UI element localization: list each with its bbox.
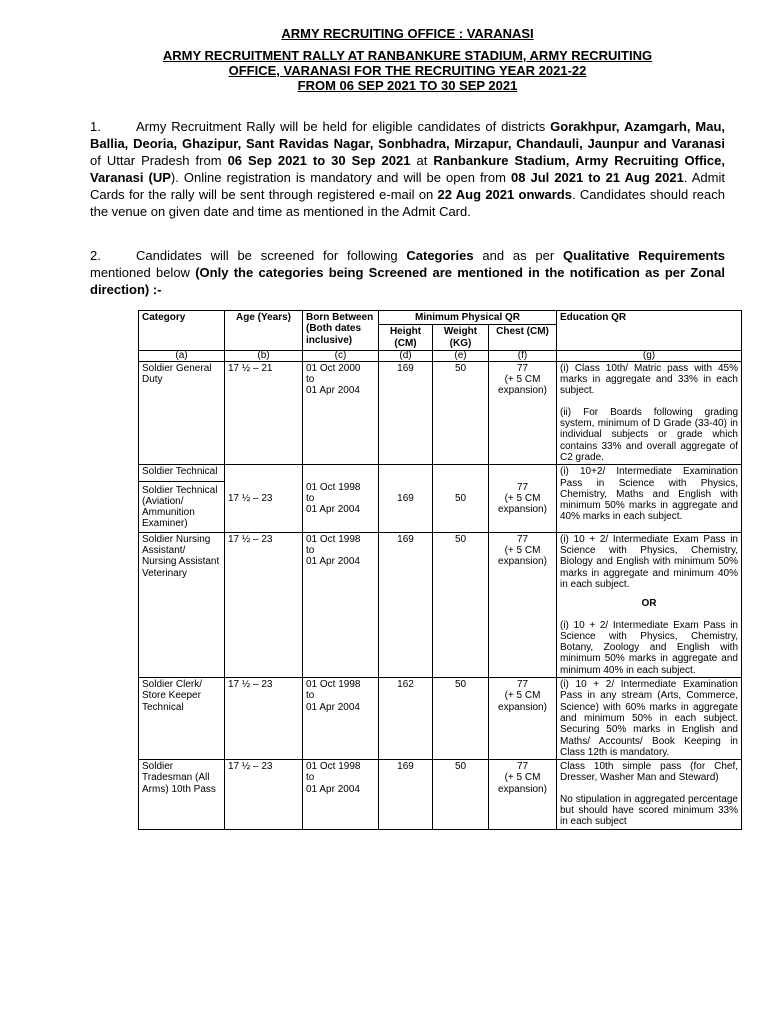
chest-expansion-word: expansion): [498, 556, 547, 568]
education-cell: (i) 10+2/ Intermediate Examination Pass in Science with Physics, Chemistry, Maths and English with minimum 50% marks in aggregate and 40% marks in each subject.: [557, 465, 742, 532]
chest-expansion: (+ 5 CM: [504, 772, 541, 784]
chest-cell: [489, 361, 557, 464]
rally-title-line-3: FROM 06 SEP 2021 TO 30 SEP 2021: [297, 78, 518, 93]
born-until: 01 Apr 2004: [306, 556, 360, 568]
rally-venue: Ranbankure Stadium, Army Recruiting Office, Varanasi (UP: [90, 153, 725, 185]
education-text: No stipulation in aggregated percentage but should have scored minimum 33% in each subject: [560, 793, 738, 828]
chest-expansion: (+ 5 CM: [504, 545, 541, 557]
table-row: [139, 760, 742, 829]
chest-value: 77: [516, 481, 529, 493]
table-row: [139, 465, 742, 532]
born-from: 01 Oct 1998: [306, 761, 361, 773]
chest-value: 77: [516, 533, 529, 545]
education-text: (ii) For Boards following grading system, minimum of D Grade (33-40) in individual subjects or grade which contains 33% and overall aggregate of C2 grade.: [560, 406, 738, 463]
born-cell: [303, 678, 379, 760]
education-cell: (i) 10 + 2/ Intermediate Examination Pass in any stream (Arts, Commerce, Science) with 60% marks in aggregate and minimum 50% in each subject. Securing 50% marks in English and Maths/ Accounts/ Book Keeping in Class 12th is mandatory.: [557, 678, 742, 760]
text: mentioned below: [90, 265, 196, 280]
weight-cell: 50: [433, 465, 489, 532]
text: . Admit Cards for the rally will be sent through registered e-mail on: [90, 170, 725, 202]
education-text: Class 10th simple pass (for Chef, Dresser, Washer Man and Steward): [560, 761, 738, 784]
education-cell: [557, 760, 742, 829]
born-to-word: to: [306, 374, 315, 386]
table-row: [139, 361, 742, 464]
born-to-word: to: [306, 492, 315, 504]
born-to-word: to: [306, 690, 315, 702]
column-label: (g): [557, 350, 742, 361]
born-cell: [303, 760, 379, 829]
education-cell: [557, 361, 742, 464]
paragraph-1: [90, 118, 725, 220]
column-label: (f): [489, 350, 557, 361]
header-born-between: Born Between (Both dates inclusive): [303, 311, 379, 351]
chest-value: 77: [516, 761, 529, 773]
emphasis-qualitative: Qualitative Requirements: [563, 248, 725, 263]
header-physical-qr: Minimum Physical QR: [379, 311, 557, 325]
weight-cell: 50: [433, 532, 489, 677]
chest-expansion-word: expansion): [498, 783, 547, 795]
born-from: 01 Oct 1998: [306, 533, 361, 545]
weight-cell: 50: [433, 760, 489, 829]
born-from: 01 Oct 1998: [306, 679, 361, 691]
born-from: 01 Oct 2000: [306, 362, 361, 374]
born-until: 01 Apr 2004: [306, 701, 360, 713]
emphasis-categories: Categories: [406, 248, 474, 263]
category-technical: Soldier Technical: [139, 465, 224, 481]
chest-value: 77: [516, 362, 529, 374]
education-text: (i) 10 + 2/ Intermediate Exam Pass in Science with Physics, Chemistry, Botany, Zoology and English with minimum 50% marks in aggregate and minimum 40% in each subject.: [560, 619, 738, 676]
chest-value: 77: [516, 679, 529, 691]
header-chest: Chest (CM): [489, 325, 557, 351]
category-cell: Soldier Clerk/ Store Keeper Technical: [139, 678, 225, 760]
education-text: (i) 10 + 2/ Intermediate Exam Pass in Science with Physics, Chemistry, Biology and English with minimum 50% marks in aggregate and minimum 40% in each subject.: [560, 533, 738, 590]
born-until: 01 Apr 2004: [306, 783, 360, 795]
chest-expansion: (+ 5 CM: [504, 374, 541, 386]
born-until: 01 Apr 2004: [306, 504, 360, 516]
education-text: (i) Class 10th/ Matric pass with 45% marks in aggregate and 33% in each subject.: [560, 362, 738, 397]
paragraph-2: [90, 247, 725, 298]
registration-dates: 08 Jul 2021 to 21 Aug 2021: [511, 170, 684, 185]
height-cell: 169: [379, 465, 433, 532]
header-height: Height (CM): [379, 325, 433, 351]
height-cell: 169: [379, 760, 433, 829]
table-row: [139, 678, 742, 760]
chest-expansion-word: expansion): [498, 504, 547, 516]
text: of Uttar Pradesh from: [90, 153, 228, 168]
chest-cell: [489, 678, 557, 760]
paragraph-number: 1.: [90, 119, 101, 134]
text: and as per: [473, 248, 564, 263]
weight-cell: 50: [433, 361, 489, 464]
rally-dates: 06 Sep 2021 to 30 Sep 2021: [227, 153, 411, 168]
age-cell: 17 ½ – 23: [225, 678, 303, 760]
text: Army Recruitment Rally will be held for eligible candidates of districts: [136, 119, 551, 134]
chest-cell: [489, 532, 557, 677]
header-age: Age (Years): [225, 311, 303, 351]
chest-cell: [489, 760, 557, 829]
born-cell: [303, 361, 379, 464]
rally-title-line-2: OFFICE, VARANASI FOR THE RECRUITING YEAR 2021-22: [228, 63, 587, 78]
born-to-word: to: [306, 772, 315, 784]
districts-list: Gorakhpur, Azamgarh, Mau, Ballia, Deoria, Ghazipur, Sant Ravidas Nagar, Sonbhadra, Mirzapur, Chandauli, Jaunpur and Varanasi: [90, 119, 725, 151]
chest-expansion: (+ 5 CM: [504, 492, 541, 504]
education-cell: [557, 532, 742, 677]
qualification-table: [138, 310, 742, 830]
column-label: (e): [433, 350, 489, 361]
category-cell: [139, 465, 225, 532]
category-cell: Soldier Tradesman (All Arms) 10th Pass: [139, 760, 225, 829]
height-cell: 162: [379, 678, 433, 760]
category-cell: Soldier Nursing Assistant/ Nursing Assistant Veterinary: [139, 532, 225, 677]
document-header: [90, 26, 725, 93]
born-cell: [303, 465, 379, 532]
column-label: (d): [379, 350, 433, 361]
chest-expansion-word: expansion): [498, 385, 547, 397]
header-weight: Weight (KG): [433, 325, 489, 351]
height-cell: 169: [379, 361, 433, 464]
or-separator: OR: [641, 598, 657, 610]
table-header-row: [139, 311, 742, 325]
text: ). Online registration is mandatory and will be open from: [170, 170, 512, 185]
chest-cell: [489, 465, 557, 532]
emphasis-note: (Only the categories being Screened are mentioned in the notification as per Zonal direction) :-: [90, 265, 725, 297]
age-cell: 17 ½ – 23: [225, 532, 303, 677]
header-category: Category: [139, 311, 225, 351]
born-until: 01 Apr 2004: [306, 385, 360, 397]
rally-title-line-1: ARMY RECRUITMENT RALLY AT RANBANKURE STADIUM, ARMY RECRUITING: [162, 48, 653, 63]
column-label-row: [139, 350, 742, 361]
text: . Candidates should reach the venue on given date and time as mentioned in the Admit Card.: [90, 187, 725, 219]
table-row: [139, 532, 742, 677]
chest-expansion: (+ 5 CM: [504, 690, 541, 702]
text: Candidates will be screened for following: [136, 248, 407, 263]
height-cell: 169: [379, 532, 433, 677]
admit-card-date: 22 Aug 2021 onwards: [437, 187, 572, 202]
chest-expansion-word: expansion): [498, 701, 547, 713]
age-cell: 17 ½ – 23: [225, 465, 303, 532]
born-cell: [303, 532, 379, 677]
header-education-qr: Education QR: [557, 311, 742, 351]
weight-cell: 50: [433, 678, 489, 760]
age-cell: 17 ½ – 23: [225, 760, 303, 829]
paragraph-number: 2.: [90, 248, 101, 263]
category-cell: Soldier General Duty: [139, 361, 225, 464]
column-label: (c): [303, 350, 379, 361]
office-heading: ARMY RECRUITING OFFICE : VARANASI: [281, 26, 534, 41]
column-label: (b): [225, 350, 303, 361]
text: at: [410, 153, 434, 168]
born-from: 01 Oct 1998: [306, 481, 361, 493]
category-technical-aviation: Soldier Technical (Aviation/ Ammunition Examiner): [142, 484, 218, 530]
column-label: (a): [139, 350, 225, 361]
age-cell: 17 ½ – 21: [225, 361, 303, 464]
born-to-word: to: [306, 545, 315, 557]
